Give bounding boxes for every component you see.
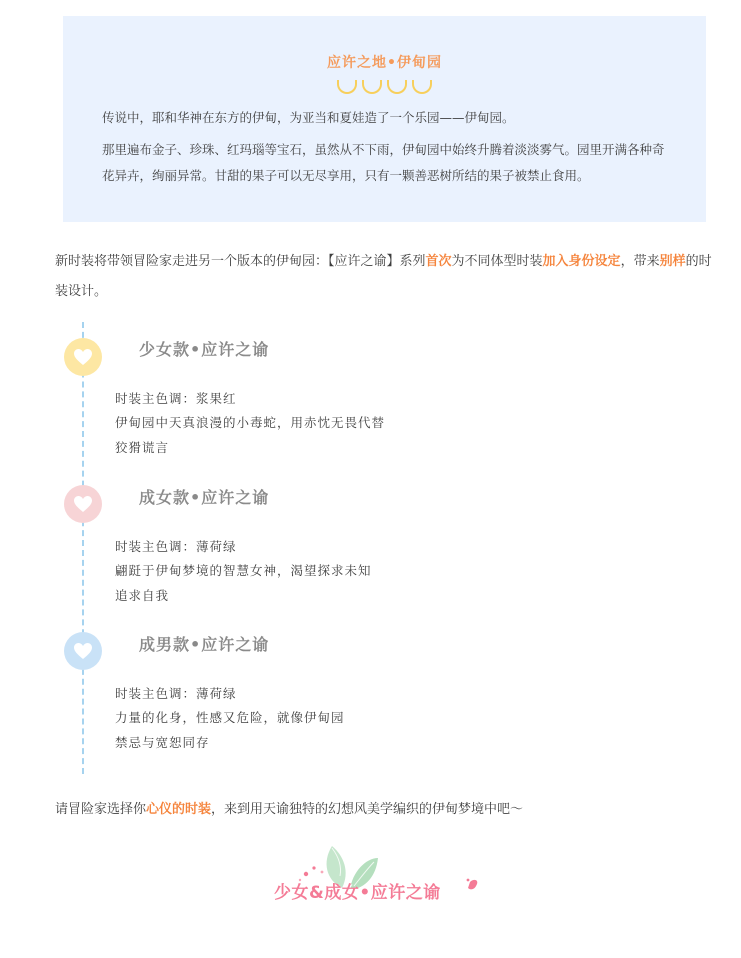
timeline-title: 成男款•应许之谕 (139, 635, 270, 654)
heart-icon (64, 632, 102, 670)
highlight-text: 别样 (659, 254, 686, 269)
timeline-line: 时装主色调：薄荷绿 (115, 686, 237, 701)
main-paragraph (55, 247, 715, 307)
intro-card (63, 16, 706, 222)
timeline-line: 禁忌与宽恕同存 (115, 735, 210, 750)
timeline-line: 追求自我 (115, 588, 170, 603)
intro-paragraph: 传说中，耶和华神在东方的伊甸，为亚当和夏娃造了一个乐园——伊甸园。 (102, 110, 515, 125)
timeline-title: 成女款•应许之谕 (139, 488, 270, 507)
arc-decoration (362, 80, 382, 94)
heart-icon (64, 485, 102, 523)
timeline-line: 伊甸园中天真浪漫的小毒蛇，用赤忱无畏代替 (115, 415, 386, 430)
text-span: 请冒险家选择你 (55, 802, 147, 817)
timeline-line: 力量的化身，性感又危险，就像伊甸园 (115, 710, 345, 725)
timeline-title: 少女款•应许之谕 (139, 340, 270, 359)
leaf-icon (270, 836, 490, 916)
arc-decoration (387, 80, 407, 94)
text-span: ，带来 (620, 254, 660, 269)
highlight-text: 首次 (425, 254, 452, 269)
decorative-arcs (63, 80, 706, 94)
text-span: 为不同体型时装 (451, 254, 543, 269)
arc-decoration (337, 80, 357, 94)
timeline-line: 狡猾谎言 (115, 440, 170, 455)
arc-decoration (412, 80, 432, 94)
text-span: ，来到用天谕独特的幻想风美学编织的伊甸梦境中吧～ (211, 802, 524, 817)
text-span: 新时装将带领冒险家走进另一个版本的伊甸园：【应许之谕】系列 (55, 254, 426, 269)
timeline-dashed-line (82, 322, 84, 774)
highlight-text: 心仪的时装 (146, 802, 212, 817)
text-span: 的时装设计。 (55, 254, 712, 299)
closing-paragraph (55, 795, 715, 825)
heart-icon (64, 338, 102, 376)
intro-paragraph: 那里遍布金子、珍珠、红玛瑙等宝石，虽然从不下雨，伊甸园中始终升腾着淡淡雾气。园里开满各种奇花异卉，绚丽异常。甘甜的果子可以无尽享用，只有一颗善恶树所结的果子被禁止食用。 (102, 142, 665, 183)
intro-title: 应许之地•伊甸园 (327, 55, 442, 71)
timeline-line: 翩跹于伊甸梦境的智慧女神，渴望探求未知 (115, 563, 372, 578)
highlight-text: 加入身份设定 (542, 254, 621, 269)
logo (270, 836, 490, 916)
timeline-line: 时装主色调：浆果红 (115, 391, 237, 406)
logo-text: 少女&成女•应许之谕 (274, 883, 441, 903)
timeline-line: 时装主色调：薄荷绿 (115, 539, 237, 554)
